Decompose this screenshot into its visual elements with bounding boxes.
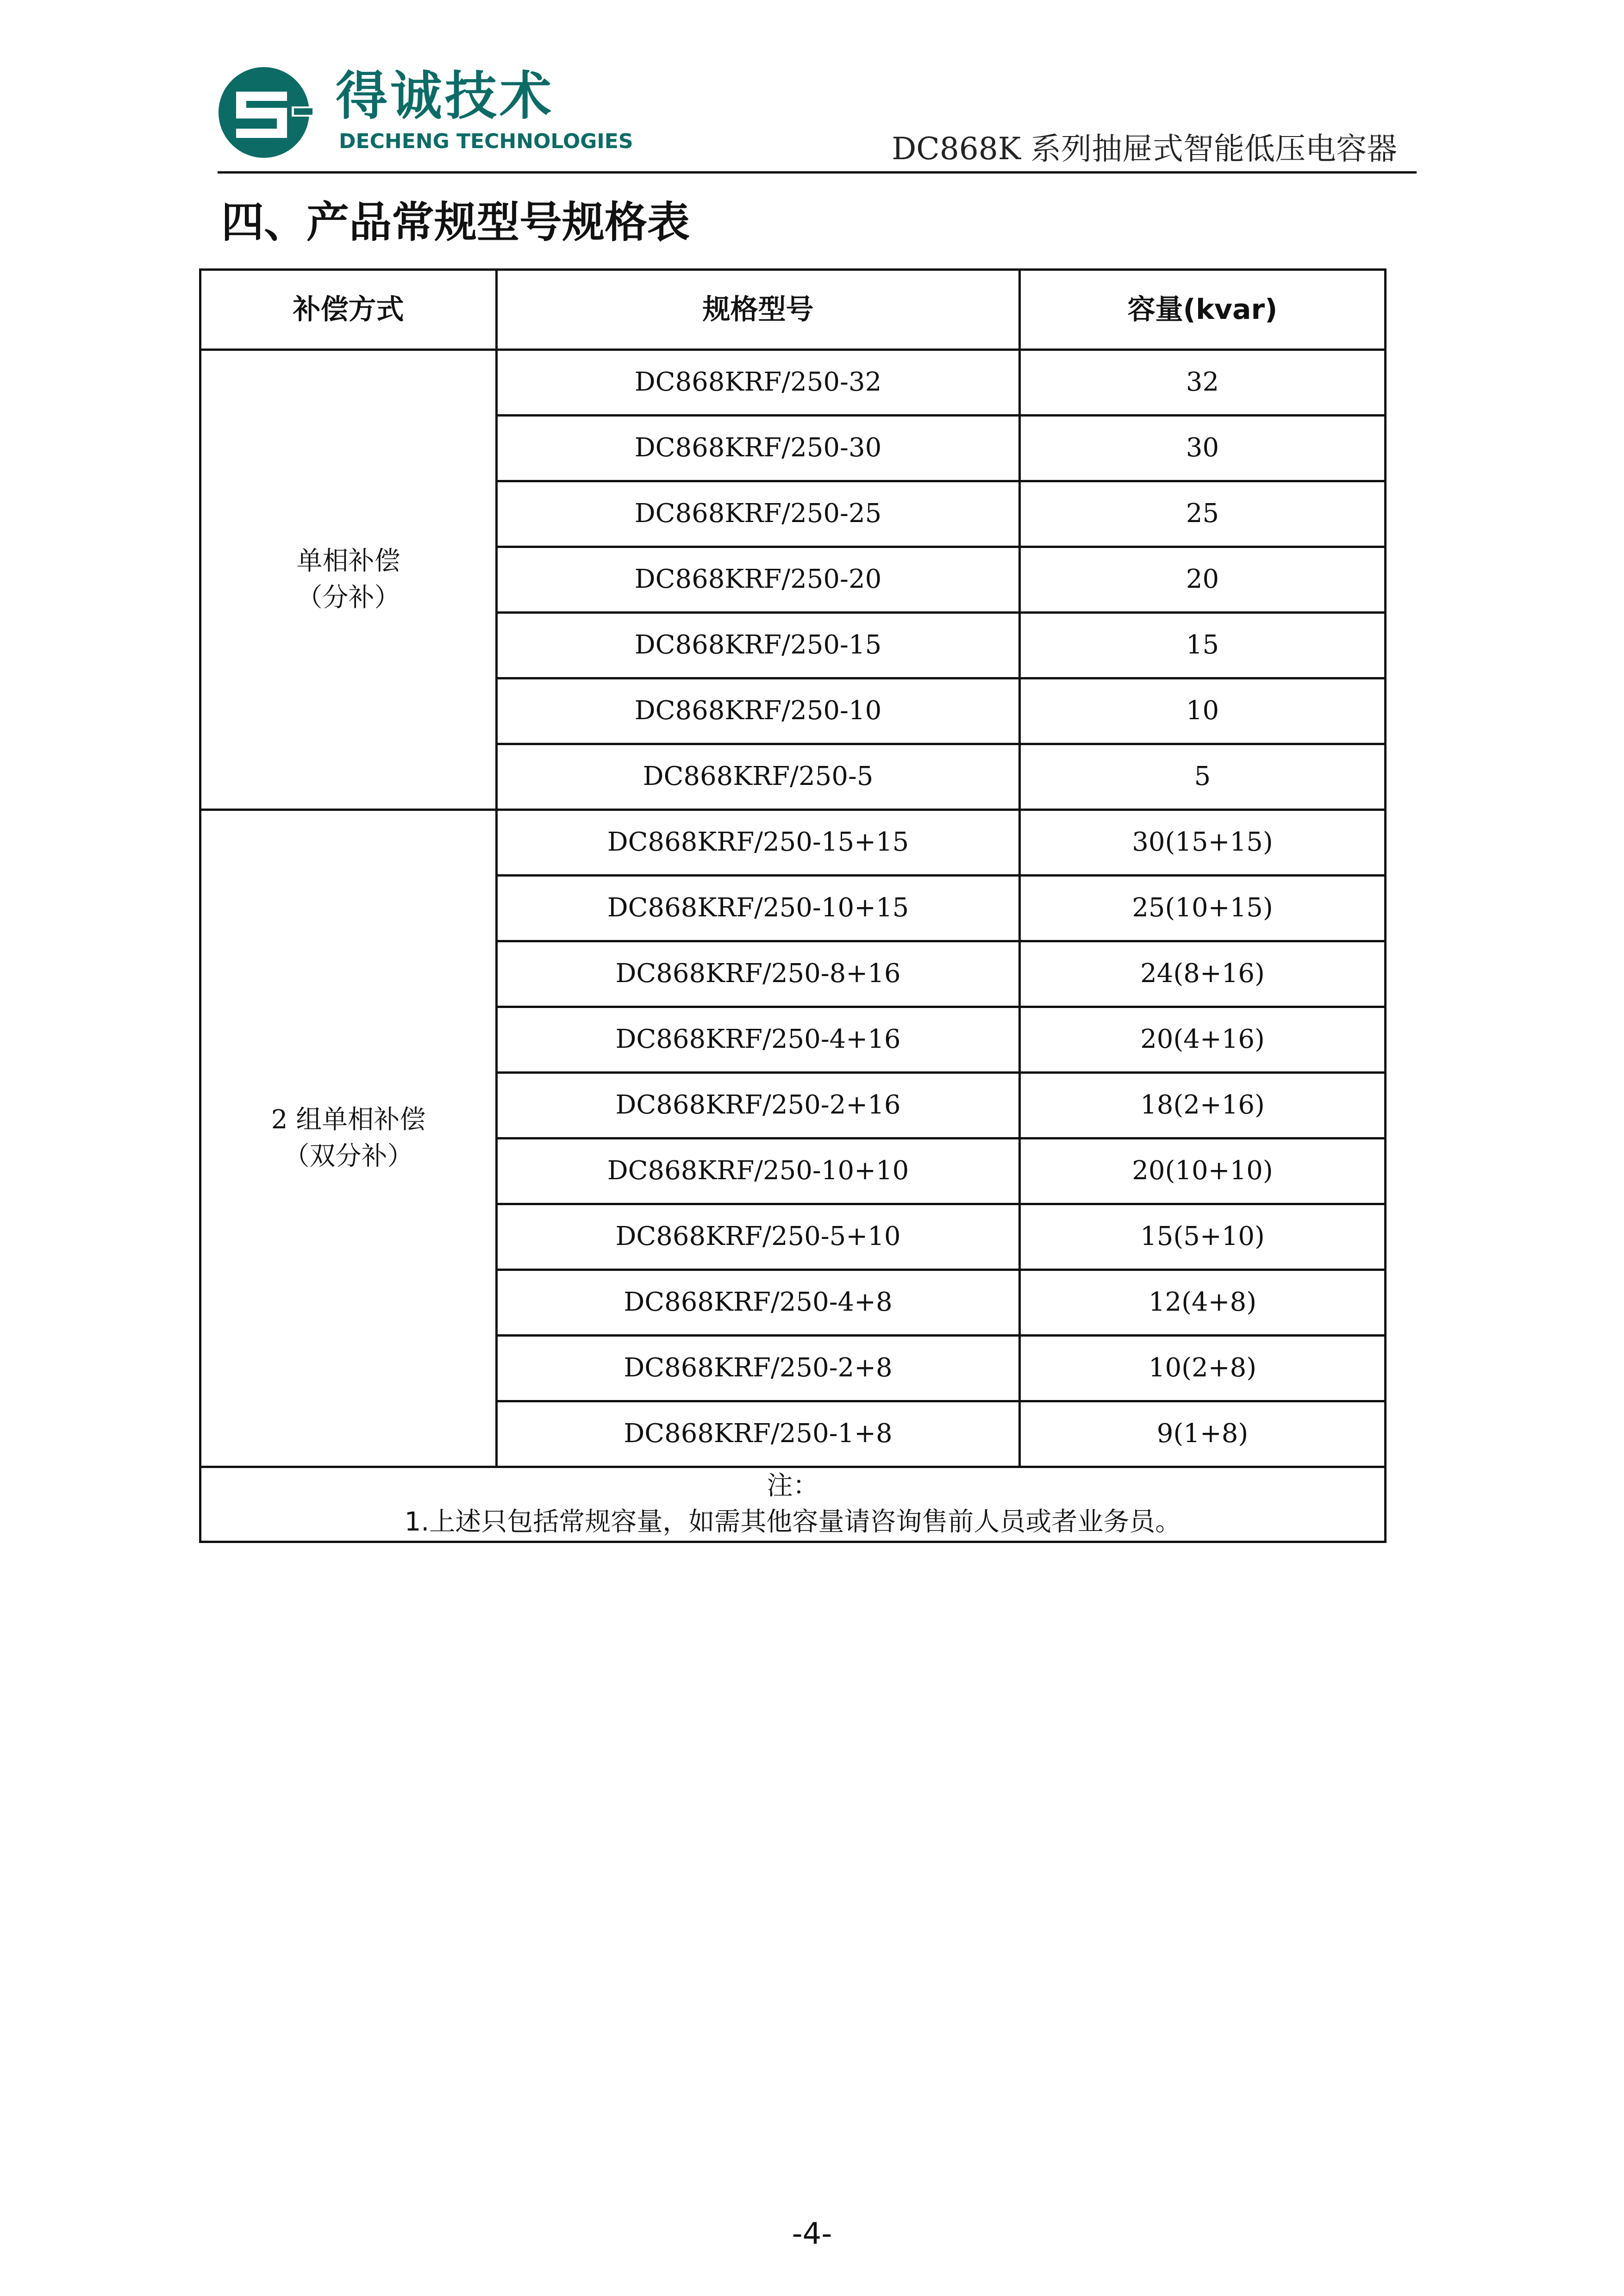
capacity-cell: 25 [1020,481,1386,547]
model-cell: DC868KRF/250-15 [497,613,1020,678]
compensation-mode-cell [200,350,497,810]
table-note-row [200,1467,1386,1542]
capacity-cell: 25(10+15) [1020,876,1386,941]
capacity-cell: 10(2+8) [1020,1336,1386,1401]
model-cell: DC868KRF/250-20 [497,547,1020,613]
header-divider [218,171,1417,174]
document-header-title: DC868K 系列抽屉式智能低压电容器 [892,131,1397,167]
compensation-mode-sublabel: （双分补） [283,1141,413,1171]
model-cell: DC868KRF/250-15+15 [497,810,1020,876]
capacity-cell: 12(4+8) [1020,1270,1386,1336]
header-compensation-mode: 补偿方式 [200,270,497,350]
table-row [200,350,1386,416]
model-cell: DC868KRF/250-1+8 [497,1401,1020,1467]
company-logo [218,64,681,166]
decheng-logo-icon [218,64,315,161]
capacity-cell: 32 [1020,350,1386,416]
model-cell: DC868KRF/250-4+16 [497,1007,1020,1073]
compensation-mode-label: 单相补偿 [296,546,400,577]
compensation-mode-sublabel: （分补） [296,582,400,613]
model-cell: DC868KRF/250-5 [497,744,1020,810]
table-note [200,1467,1386,1542]
section-title: 四、产品常规型号规格表 [221,197,690,247]
model-cell: DC868KRF/250-10+15 [497,876,1020,941]
model-cell: DC868KRF/250-10+10 [497,1139,1020,1204]
model-cell: DC868KRF/250-5+10 [497,1204,1020,1270]
model-cell: DC868KRF/250-32 [497,350,1020,416]
model-cell: DC868KRF/250-2+16 [497,1073,1020,1139]
capacity-cell: 20(10+10) [1020,1139,1386,1204]
note-text: 1.上述只包括常规容量，如需其他容量请咨询售前人员或者业务员。 [404,1507,1181,1537]
model-cell: DC868KRF/250-8+16 [497,941,1020,1007]
compensation-mode-label: 2 组单相补偿 [271,1105,426,1135]
capacity-cell: 15 [1020,613,1386,678]
model-cell: DC868KRF/250-30 [497,416,1020,481]
compensation-mode-cell [200,810,497,1467]
logo-english-text: DECHENG TECHNOLOGIES [339,130,633,153]
capacity-cell: 24(8+16) [1020,941,1386,1007]
page-number: -4- [792,2217,832,2251]
capacity-cell: 9(1+8) [1020,1401,1386,1467]
note-label: 注： [767,1471,819,1501]
model-cell: DC868KRF/250-10 [497,678,1020,744]
capacity-cell: 30 [1020,416,1386,481]
header-capacity: 容量(kvar) [1020,270,1386,350]
capacity-cell: 18(2+16) [1020,1073,1386,1139]
capacity-cell: 5 [1020,744,1386,810]
capacity-cell: 10 [1020,678,1386,744]
model-cell: DC868KRF/250-4+8 [497,1270,1020,1336]
capacity-cell: 30(15+15) [1020,810,1386,876]
header-model: 规格型号 [497,270,1020,350]
table-header-row [200,270,1386,350]
table-row [200,810,1386,876]
capacity-cell: 20 [1020,547,1386,613]
capacity-cell: 15(5+10) [1020,1204,1386,1270]
spec-table [199,268,1387,1543]
capacity-cell: 20(4+16) [1020,1007,1386,1073]
logo-chinese-text: 得诚技术 [336,66,554,126]
model-cell: DC868KRF/250-2+8 [497,1336,1020,1401]
model-cell: DC868KRF/250-25 [497,481,1020,547]
